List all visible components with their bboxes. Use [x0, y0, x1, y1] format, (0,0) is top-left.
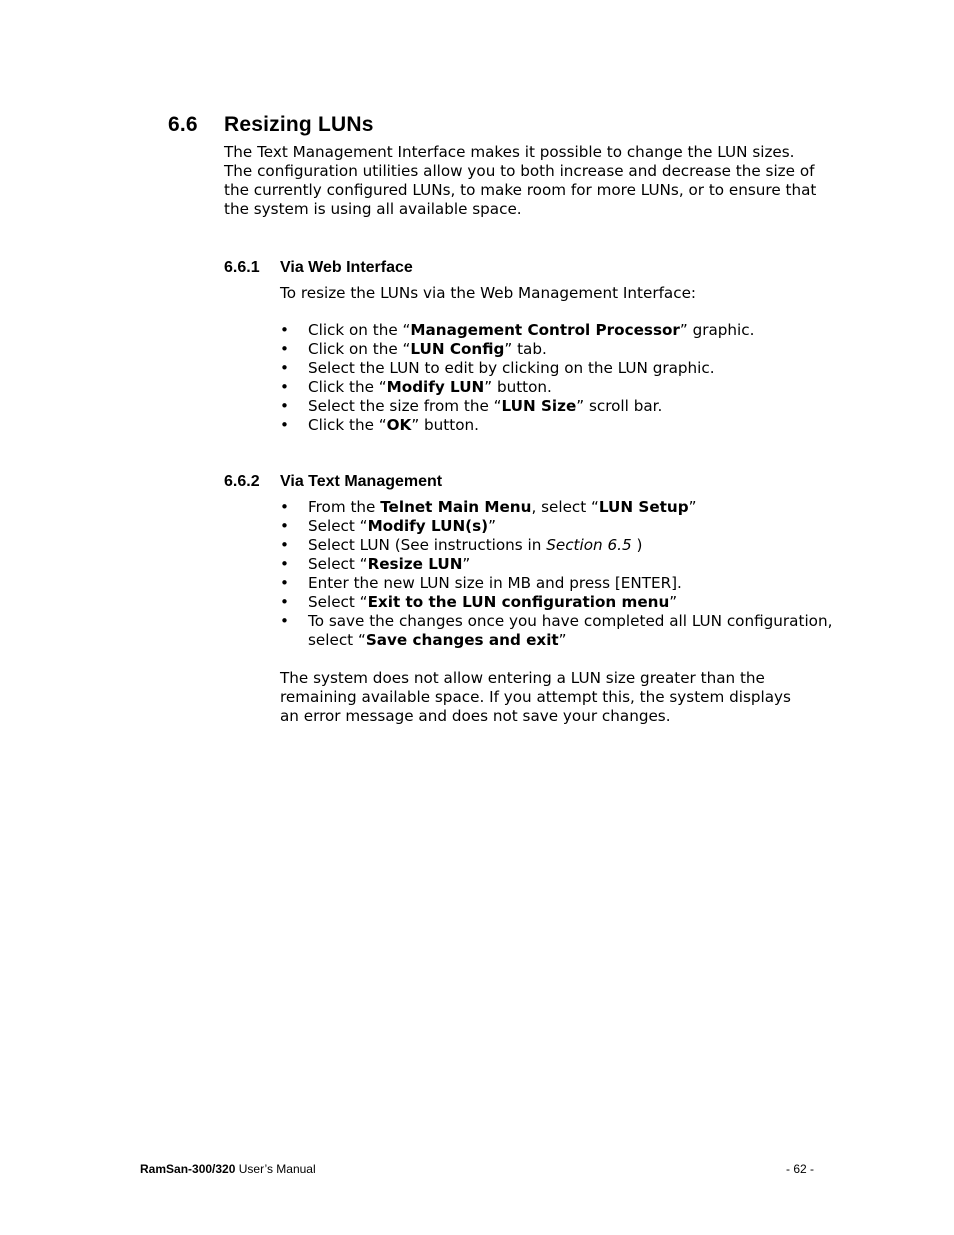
- item-text: From the: [308, 498, 381, 516]
- item-bold-text: LUN Config: [410, 340, 505, 358]
- subsection-title: Via Web Interface: [280, 259, 413, 276]
- bullet-icon: •: [280, 517, 289, 535]
- page-number: - 62 -: [785, 1162, 814, 1176]
- item-text: ”: [669, 593, 678, 611]
- subsection-number: 6.6.1: [224, 259, 260, 276]
- item-text: Click the “: [308, 416, 387, 434]
- section-title: Resizing LUNs: [224, 113, 374, 136]
- item-text: Select “: [308, 555, 368, 573]
- list-item: [280, 416, 840, 435]
- item-text: ” scroll bar.: [576, 397, 663, 415]
- list-item: [280, 536, 840, 555]
- limitation-note: The system does not allow entering a LUN size greater than the remaining available space. If you attempt this, the system displays an error message and does not save your changes.: [280, 669, 791, 725]
- item-bold-text: OK: [386, 416, 412, 434]
- list-item: [280, 517, 840, 536]
- subsection-intro: To resize the LUNs via the Web Management Interface:: [280, 284, 697, 302]
- subsection-heading-web: [224, 259, 413, 277]
- item-bold-text: Modify LUN: [386, 378, 485, 396]
- list-item: [280, 359, 840, 378]
- web-steps-list: [280, 321, 840, 435]
- item-bold-text: LUN Size: [501, 397, 577, 415]
- item-bold-text: Save changes and exit: [365, 631, 559, 649]
- bullet-icon: •: [280, 416, 289, 434]
- footer-manual: User’s Manual: [235, 1162, 316, 1176]
- bullet-icon: •: [280, 498, 289, 516]
- bullet-icon: •: [280, 536, 289, 554]
- section-reference: Section 6.5: [546, 536, 632, 554]
- bullet-icon: •: [280, 378, 289, 396]
- item-text: ” button.: [411, 416, 479, 434]
- item-text: Select the size from the “: [308, 397, 502, 415]
- section-heading: [168, 113, 374, 137]
- item-bold-text: Exit to the LUN configuration menu: [367, 593, 670, 611]
- bullet-icon: •: [280, 340, 289, 358]
- item-text: Select “: [308, 517, 368, 535]
- bullet-icon: •: [280, 555, 289, 573]
- list-item: [280, 555, 840, 574]
- item-text: ): [631, 536, 643, 554]
- list-item: [280, 612, 840, 650]
- bullet-icon: •: [280, 397, 289, 415]
- section-body: The Text Management Interface makes it possible to change the LUN sizes. The configuration utilities allow you to both increase and decrease the size of the currently configured LUNs, to make room for more LUNs, or to ensure that the system is using all available space.: [224, 143, 817, 218]
- list-item: [280, 498, 840, 517]
- item-text: Click on the “: [308, 321, 411, 339]
- item-text: , select “: [531, 498, 599, 516]
- item-text: ”: [488, 517, 496, 535]
- list-item: [280, 340, 840, 359]
- bullet-icon: •: [280, 574, 289, 592]
- item-text: Select “: [308, 593, 368, 611]
- list-item: [280, 321, 840, 340]
- bullet-icon: •: [280, 612, 289, 630]
- item-bold-text: LUN Setup: [598, 498, 689, 516]
- list-item: [280, 574, 840, 593]
- subsection-title: Via Text Management: [280, 473, 443, 490]
- text-steps-list: [280, 498, 840, 650]
- item-text: ”: [688, 498, 697, 516]
- item-text: To save the changes once you have completed all LUN configuration, select “: [308, 612, 833, 649]
- footer-product: RamSan-300/320: [140, 1162, 236, 1176]
- item-text: Click on the “: [308, 340, 411, 358]
- bullet-icon: •: [280, 359, 289, 377]
- item-text: ” graphic.: [679, 321, 755, 339]
- subsection-heading-text: [224, 473, 442, 491]
- item-text: Select the LUN to edit by clicking on the LUN graphic.: [308, 359, 715, 377]
- list-item: [280, 593, 840, 612]
- item-text: ” button.: [484, 378, 552, 396]
- item-bold-text: Modify LUN(s): [367, 517, 489, 535]
- item-bold-text: Management Control Processor: [410, 321, 680, 339]
- list-item: [280, 397, 840, 416]
- item-text: Click the “: [308, 378, 387, 396]
- subsection-number: 6.6.2: [224, 473, 260, 490]
- bullet-icon: •: [280, 321, 289, 339]
- item-bold-text: Telnet Main Menu: [380, 498, 532, 516]
- item-text: ”: [558, 631, 567, 649]
- item-text: Select LUN (See instructions in: [308, 536, 547, 554]
- item-bold-text: Resize LUN: [367, 555, 463, 573]
- item-text: ”: [462, 555, 471, 573]
- section-number: 6.6: [168, 113, 198, 136]
- footer-title: [140, 1162, 316, 1176]
- item-text: Enter the new LUN size in MB and press [ENTER].: [308, 574, 682, 592]
- bullet-icon: •: [280, 593, 289, 611]
- list-item: [280, 378, 840, 397]
- item-text: ” tab.: [504, 340, 547, 358]
